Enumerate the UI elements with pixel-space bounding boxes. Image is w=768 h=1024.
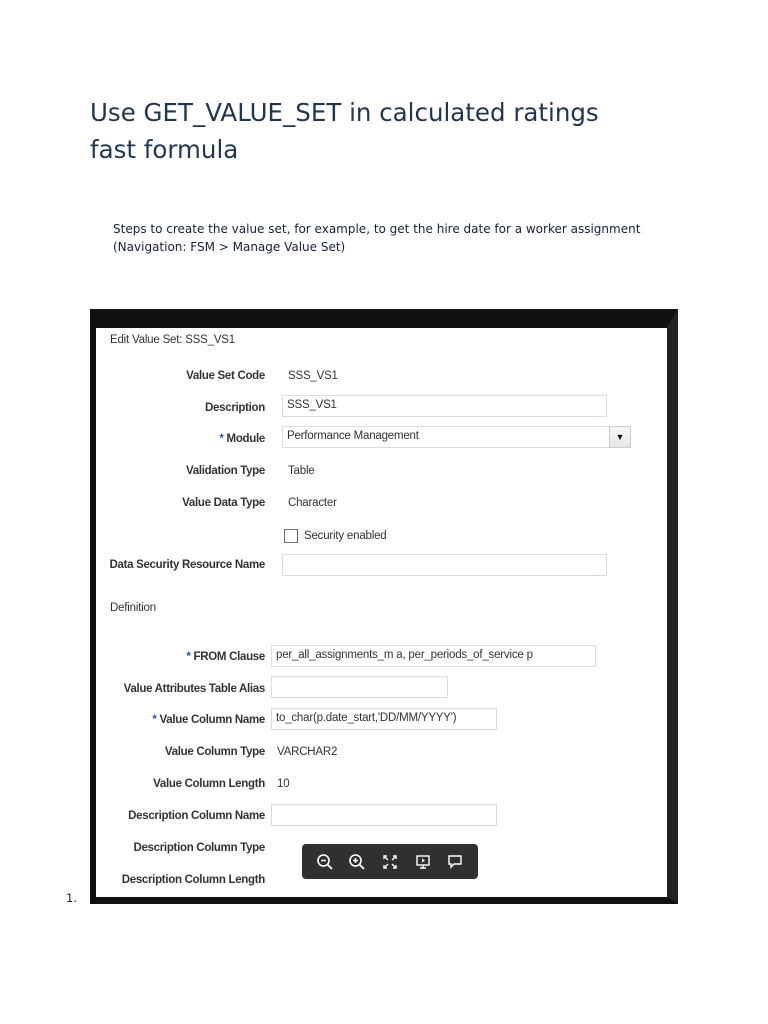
edit-value-set-form [96, 328, 667, 897]
comment-icon[interactable] [445, 852, 465, 872]
data-security-resource-name-label: Data Security Resource Name [109, 559, 265, 571]
module-select[interactable]: Performance Management [282, 426, 610, 448]
intro-line-1: Steps to create the value set, for example, to get the hire date for a worker assignment [113, 222, 641, 236]
value-column-name-input[interactable]: to_char(p.date_start,'DD/MM/YYYY') [271, 708, 497, 730]
required-marker: * [186, 651, 191, 663]
value-data-type-value: Character [288, 497, 337, 509]
module-dropdown-button[interactable]: ▼ [609, 426, 631, 448]
value-column-name-label-text: Value Column Name [159, 714, 265, 726]
definition-section-heading: Definition [110, 602, 156, 614]
required-marker: * [152, 714, 157, 726]
description-column-name-label: Description Column Name [128, 810, 265, 822]
value-set-code-label: Value Set Code [186, 370, 265, 382]
validation-type-label: Validation Type [186, 465, 265, 477]
description-column-length-label: Description Column Length [121, 874, 265, 886]
from-clause-label-text: FROM Clause [193, 651, 265, 663]
required-marker: * [219, 433, 224, 445]
validation-type-value: Table [288, 465, 315, 477]
description-column-name-input[interactable] [271, 804, 497, 826]
security-enabled-checkbox[interactable] [284, 529, 298, 543]
fit-screen-icon[interactable] [380, 852, 400, 872]
value-column-length-value: 10 [277, 778, 290, 790]
value-column-length-label: Value Column Length [153, 778, 265, 790]
value-attributes-table-alias-input[interactable] [271, 676, 448, 698]
description-column-type-label: Description Column Type [133, 842, 265, 854]
module-label-text: Module [226, 433, 265, 445]
security-enabled-label: Security enabled [304, 530, 387, 542]
from-clause-label [186, 651, 265, 663]
present-icon[interactable] [413, 852, 433, 872]
value-column-name-label [152, 714, 265, 726]
intro-line-2: (Navigation: FSM > Manage Value Set) [113, 240, 346, 254]
viewer-toolbar [302, 844, 478, 879]
value-data-type-label: Value Data Type [182, 497, 265, 509]
data-security-resource-name-input[interactable] [282, 554, 607, 576]
from-clause-input[interactable]: per_all_assignments_m a, per_periods_of_service p [271, 645, 596, 667]
value-column-type-value: VARCHAR2 [277, 746, 338, 758]
form-header: Edit Value Set: SSS_VS1 [110, 334, 235, 346]
zoom-in-icon[interactable] [347, 852, 367, 872]
description-input[interactable]: SSS_VS1 [282, 395, 607, 417]
zoom-out-icon[interactable] [315, 852, 335, 872]
value-column-type-label: Value Column Type [164, 746, 265, 758]
screenshot-frame [90, 309, 678, 904]
intro-text [113, 220, 673, 256]
value-attributes-table-alias-label: Value Attributes Table Alias [123, 683, 265, 695]
value-set-code-value: SSS_VS1 [288, 370, 338, 382]
module-label [219, 433, 265, 445]
description-label: Description [205, 402, 265, 414]
page-title: Use GET_VALUE_SET in calculated ratings fast formula [90, 98, 599, 164]
list-marker: 1. [66, 891, 77, 905]
